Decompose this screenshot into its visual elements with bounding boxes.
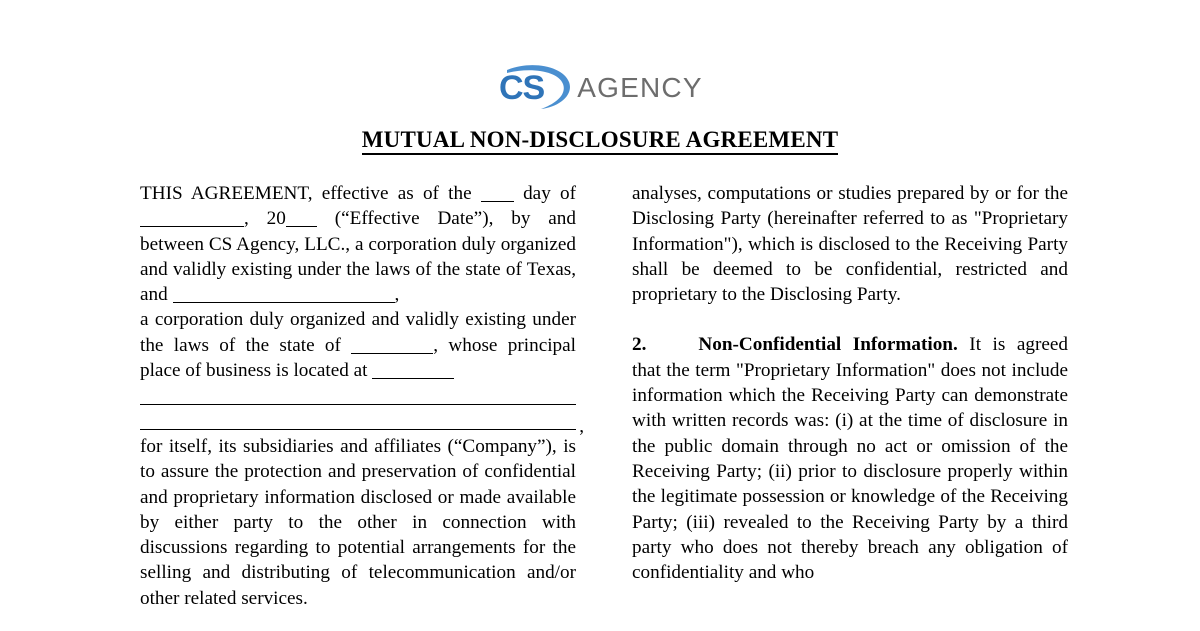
blank-counterparty-field[interactable] xyxy=(173,288,395,303)
counterparty-text-1: a corporation duly organized and validly existing under the laws of the state of xyxy=(140,309,576,356)
page-title xyxy=(0,126,1200,154)
page-title-text: MUTUAL NON-DISCLOSURE AGREEMENT xyxy=(362,127,839,155)
blank-address-line-3-comma: , xyxy=(579,415,584,437)
left-column xyxy=(140,181,584,631)
paragraph-company-purpose: for itself, its subsidiaries and affiliates (“Company”), is to assure the protection and preservation of confidential and proprietary information disclosed or made available by either party to the other in connection with discussions regarding to potential arrangements for the selling and distributing of telecommunication and/or other related services. xyxy=(140,435,576,609)
recital-text-2: day of xyxy=(513,183,577,204)
logo-inner xyxy=(497,62,702,112)
recital-text-4: (“Effective Date”), by and between CS Agency, LLC., a corporation duly organized and validly existing under the laws of the state of Texas, and xyxy=(140,208,576,306)
cs-monogram-icon xyxy=(497,62,581,112)
blank-address-field[interactable] xyxy=(372,364,454,379)
blank-state-field[interactable] xyxy=(351,339,433,354)
blank-year-field[interactable] xyxy=(286,212,317,227)
section-2-body: It is agreed that the term "Proprietary Information" does not include information which the Receiving Party can demonstrate with written records was: (i) at the time of disclosure in the public domain through no act or omission of the Receiving Party; (ii) prior to disclosure properly within the legitimate possession or knowledge of the Receiving Party; (iii) revealed to the Receiving Party by a third party who does not thereby breach any obligation of confidentiality and who xyxy=(632,334,1068,584)
blank-address-line-2[interactable] xyxy=(140,383,576,408)
recital-text-5: , xyxy=(394,284,400,306)
section-2-number: 2. xyxy=(632,334,647,356)
paragraph-proprietary-information: analyses, computations or studies prepared by or for the Disclosing Party (hereinafter referred to as "Proprietary Information"), which is disclosed to the Receiving Party shall be deemed to be confidential, restricted and proprietary to the Disclosing Party. xyxy=(632,183,1068,306)
paragraph-section-2 xyxy=(632,332,1068,585)
blank-address-line-2-rule xyxy=(140,404,576,405)
counterparty-text-2: , whose principal place of business is located at xyxy=(140,334,576,382)
svg-text:CS: CS xyxy=(499,69,545,107)
right-column xyxy=(632,181,1068,631)
logo-wordmark: AGENCY xyxy=(577,72,703,103)
section-2-heading: Non-Confidential Information. xyxy=(698,334,958,356)
recital-text-3: , 20 xyxy=(244,208,286,230)
blank-day-field[interactable] xyxy=(481,187,514,202)
blank-address-line-3[interactable] xyxy=(140,409,584,437)
recital-text-1: THIS AGREEMENT, effective as of the xyxy=(140,183,481,204)
paragraph-recitals xyxy=(140,181,576,307)
blank-address-line-3-rule xyxy=(140,429,576,430)
company-logo xyxy=(0,62,1200,112)
document-body xyxy=(140,181,1068,631)
paragraph-counterparty-details xyxy=(140,307,576,383)
blank-month-field[interactable] xyxy=(140,212,244,227)
